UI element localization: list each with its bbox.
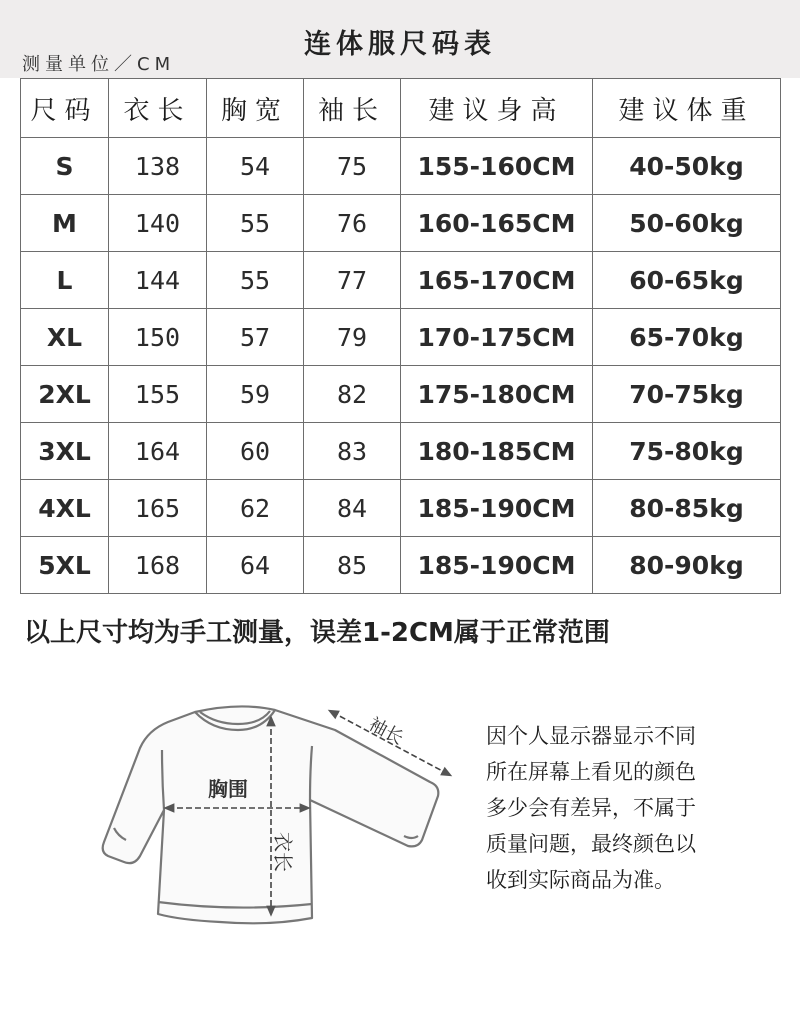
height-cell: 175-180CM: [401, 366, 593, 423]
table-row: [21, 195, 781, 252]
weight-cell: 65-70kg: [593, 309, 781, 366]
disclaimer-line: 因个人显示器显示不同: [486, 724, 696, 748]
length-cell: 138: [109, 138, 207, 195]
size-cell: S: [21, 138, 109, 195]
length-cell: 144: [109, 252, 207, 309]
size-cell: 4XL: [21, 480, 109, 537]
body-length-label: 衣长: [271, 832, 295, 872]
header-size: 尺码: [21, 79, 109, 138]
table-row: [21, 252, 781, 309]
height-cell: 170-175CM: [401, 309, 593, 366]
chest-cell: 57: [207, 309, 304, 366]
disclaimer-line: 所在屏幕上看见的颜色: [486, 760, 696, 784]
chest-cell: 64: [207, 537, 304, 594]
height-cell: 185-190CM: [401, 480, 593, 537]
sleeve-cell: 82: [304, 366, 401, 423]
size-cell: M: [21, 195, 109, 252]
header-length: 衣长: [109, 79, 207, 138]
weight-cell: 80-90kg: [593, 537, 781, 594]
sleeve-cell: 79: [304, 309, 401, 366]
header-sleeve: 袖长: [304, 79, 401, 138]
table-row: [21, 423, 781, 480]
length-cell: 155: [109, 366, 207, 423]
weight-cell: 75-80kg: [593, 423, 781, 480]
table-row: [21, 366, 781, 423]
disclaimer-line: 多少会有差异，不属于: [486, 796, 696, 820]
length-cell: 165: [109, 480, 207, 537]
table-row: [21, 309, 781, 366]
header-chest: 胸宽: [207, 79, 304, 138]
header-weight: 建议体重: [593, 79, 781, 138]
weight-cell: 40-50kg: [593, 138, 781, 195]
sleeve-length-label: 袖长: [365, 713, 407, 750]
size-cell: XL: [21, 309, 109, 366]
page-title: 连体服尺码表: [304, 29, 496, 60]
weight-cell: 50-60kg: [593, 195, 781, 252]
sleeve-cell: 75: [304, 138, 401, 195]
disclaimer-line: 收到实际商品为准。: [486, 868, 675, 892]
height-cell: 180-185CM: [401, 423, 593, 480]
size-cell: 2XL: [21, 366, 109, 423]
sleeve-cell: 84: [304, 480, 401, 537]
table-header-row: [21, 79, 781, 138]
color-disclaimer: [486, 718, 756, 898]
chest-cell: 59: [207, 366, 304, 423]
weight-cell: 80-85kg: [593, 480, 781, 537]
chest-cell: 55: [207, 252, 304, 309]
chest-cell: 55: [207, 195, 304, 252]
length-cell: 140: [109, 195, 207, 252]
size-cell: 5XL: [21, 537, 109, 594]
table-row: [21, 537, 781, 594]
chest-label: 胸围: [208, 777, 248, 801]
height-cell: 185-190CM: [401, 537, 593, 594]
disclaimer-line: 质量问题，最终颜色以: [486, 832, 696, 856]
weight-cell: 70-75kg: [593, 366, 781, 423]
chest-cell: 54: [207, 138, 304, 195]
measurement-unit: 测量单位／CM: [22, 54, 176, 75]
size-cell: L: [21, 252, 109, 309]
sleeve-cell: 85: [304, 537, 401, 594]
length-cell: 168: [109, 537, 207, 594]
garment-measurement-diagram: [100, 690, 470, 950]
sleeve-cell: 76: [304, 195, 401, 252]
sleeve-cell: 77: [304, 252, 401, 309]
chest-cell: 60: [207, 423, 304, 480]
table-row: [21, 480, 781, 537]
height-cell: 160-165CM: [401, 195, 593, 252]
size-cell: 3XL: [21, 423, 109, 480]
size-chart-table: [20, 78, 781, 594]
measurement-note: 以上尺寸均为手工测量，误差1-2CM属于正常范围: [24, 618, 610, 648]
header-height: 建议身高: [401, 79, 593, 138]
table-row: [21, 138, 781, 195]
height-cell: 155-160CM: [401, 138, 593, 195]
length-cell: 150: [109, 309, 207, 366]
height-cell: 165-170CM: [401, 252, 593, 309]
sleeve-cell: 83: [304, 423, 401, 480]
chest-cell: 62: [207, 480, 304, 537]
length-cell: 164: [109, 423, 207, 480]
weight-cell: 60-65kg: [593, 252, 781, 309]
